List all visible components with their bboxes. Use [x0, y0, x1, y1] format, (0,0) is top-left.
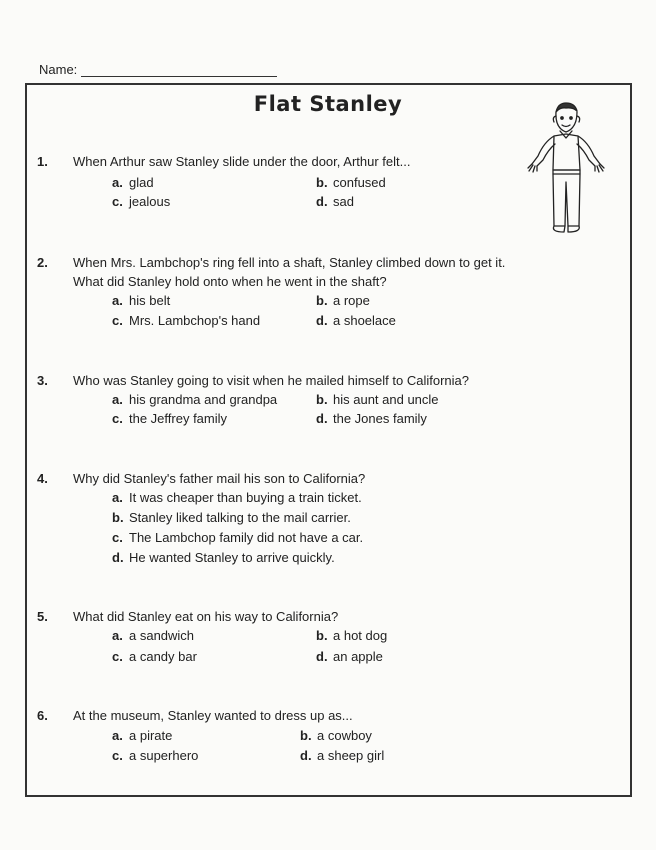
question-number: 3. — [37, 373, 48, 388]
question-text: Why did Stanley's father mail his son to California? — [73, 471, 366, 486]
name-blank-line[interactable] — [81, 63, 277, 77]
option-d[interactable]: d. the Jones family — [316, 411, 427, 426]
question-text: At the museum, Stanley wanted to dress up as... — [73, 708, 353, 723]
name-field[interactable] — [39, 62, 277, 77]
option-c[interactable]: c. a candy bar — [112, 649, 197, 664]
question-text-line-2: What did Stanley hold onto when he went in the shaft? — [73, 274, 387, 289]
question-text: What did Stanley eat on his way to California? — [73, 609, 339, 624]
question-number: 6. — [37, 708, 48, 723]
option-d[interactable]: d. a sheep girl — [300, 748, 385, 763]
option-c[interactable]: c. jealous — [112, 194, 171, 209]
question-number: 5. — [37, 609, 48, 624]
option-d[interactable]: d. sad — [316, 194, 354, 209]
option-d[interactable]: d. an apple — [316, 649, 383, 664]
option-d[interactable]: d. a shoelace — [316, 313, 396, 328]
option-d[interactable]: d. He wanted Stanley to arrive quickly. — [112, 550, 335, 565]
option-b[interactable]: b. a cowboy — [300, 728, 372, 743]
question-number: 1. — [37, 154, 48, 169]
option-c[interactable]: c. a superhero — [112, 748, 199, 763]
option-c[interactable]: c. the Jeffrey family — [112, 411, 228, 426]
worksheet-title: Flat Stanley — [253, 92, 403, 116]
option-b[interactable]: b. confused — [316, 175, 386, 190]
option-b[interactable]: b. his aunt and uncle — [316, 392, 439, 407]
option-c[interactable]: c. Mrs. Lambchop's hand — [112, 313, 261, 328]
option-c[interactable]: c. The Lambchop family did not have a car. — [112, 530, 364, 545]
question-number: 4. — [37, 471, 48, 486]
question-text: When Mrs. Lambchop's ring fell into a shaft, Stanley climbed down to get it. — [73, 255, 506, 270]
option-b[interactable]: b. Stanley liked talking to the mail carrier. — [112, 510, 351, 525]
name-label: Name: — [39, 62, 78, 77]
option-a[interactable]: a. his belt — [112, 293, 171, 308]
option-a[interactable]: a. a pirate — [112, 728, 173, 743]
option-a[interactable]: a. It was cheaper than buying a train ticket. — [112, 490, 362, 505]
flat-stanley-illustration — [518, 98, 614, 238]
option-a[interactable]: a. his grandma and grandpa — [112, 392, 278, 407]
question-number: 2. — [37, 255, 48, 270]
option-b[interactable]: b. a rope — [316, 293, 370, 308]
option-b[interactable]: b. a hot dog — [316, 628, 388, 643]
question-text: Who was Stanley going to visit when he mailed himself to California? — [73, 373, 469, 388]
option-a[interactable]: a. a sandwich — [112, 628, 195, 643]
question-text: When Arthur saw Stanley slide under the door, Arthur felt... — [73, 154, 411, 169]
option-a[interactable]: a. glad — [112, 175, 154, 190]
